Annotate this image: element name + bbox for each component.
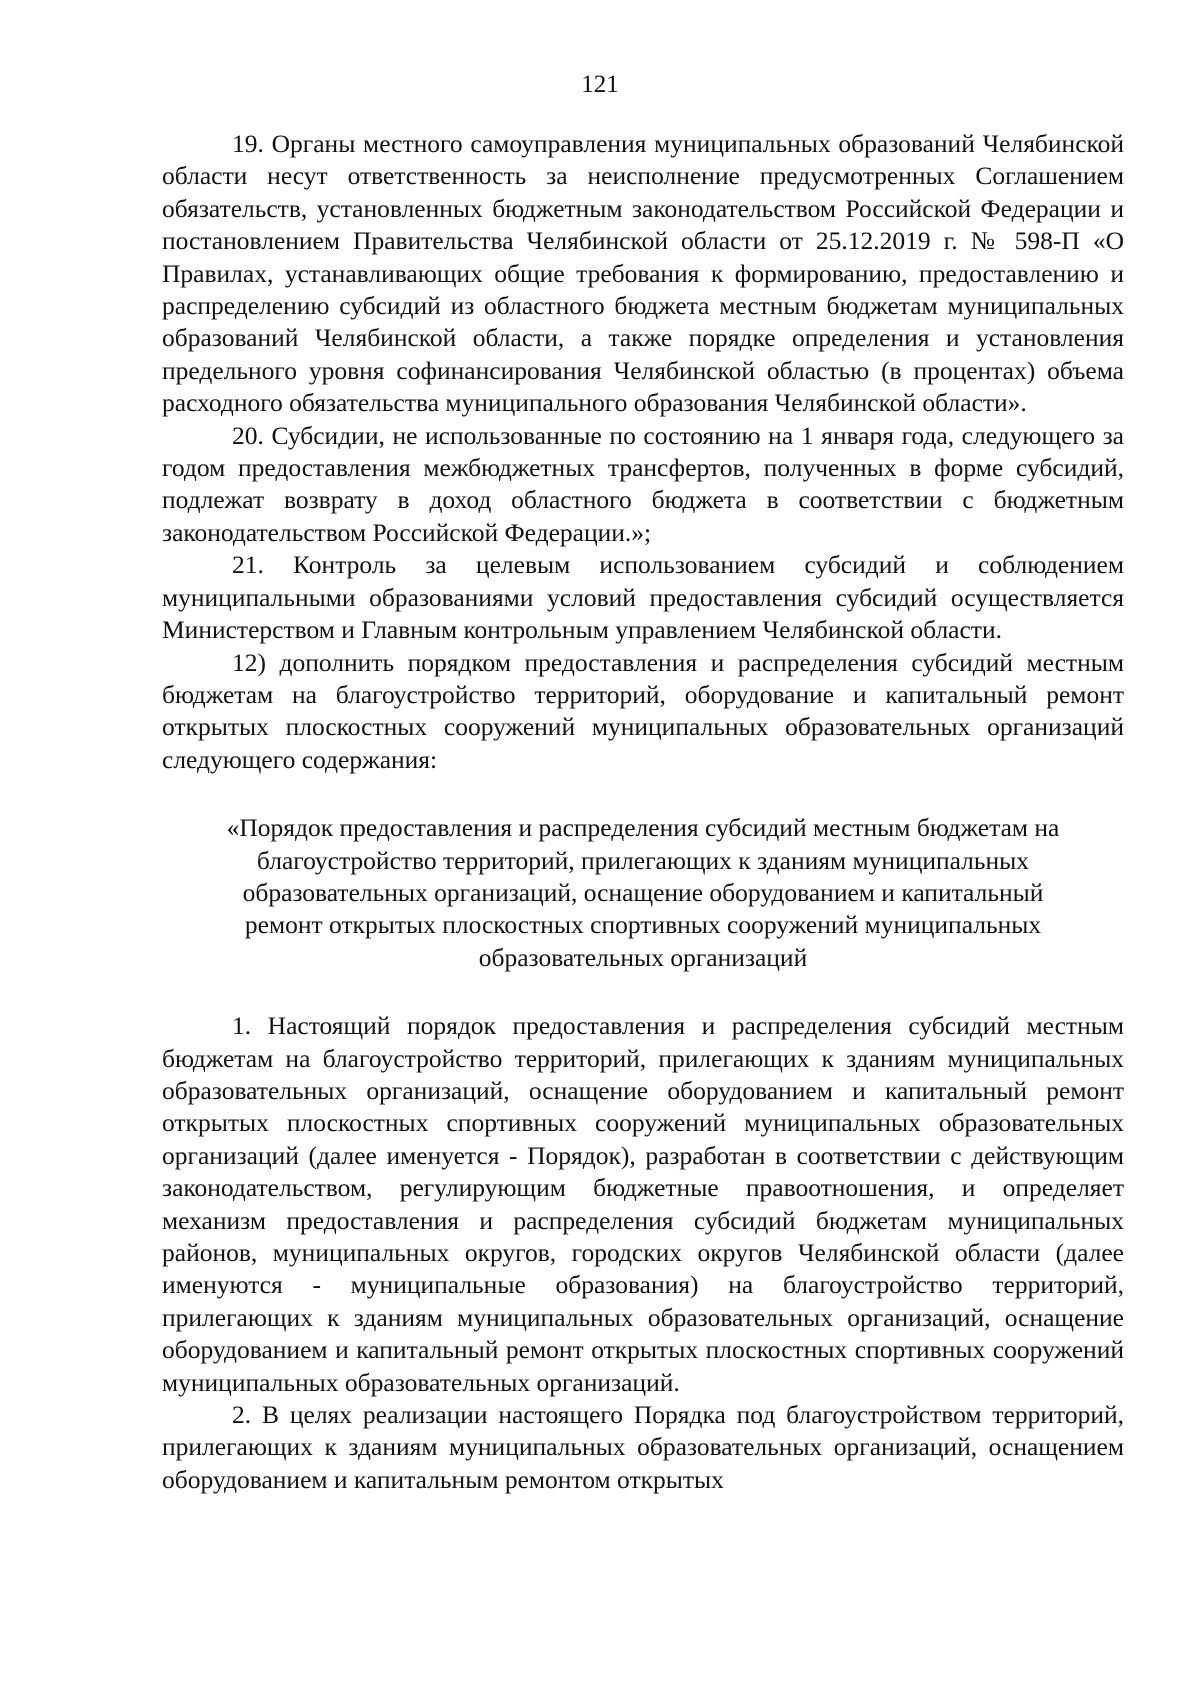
paragraph-20: 20. Субсидии, не использованные по состоянию на 1 января года, следующего за годом предоставления межбюджетных трансфертов, полученных в форме субсидий, подлежат возврату в доход областного бюджета в соответствии с бюджетным законодательством Российской Федерации.»;	[162, 420, 1124, 547]
heading-line: ремонт открытых плоскостных спортивных сооружений муниципальных	[244, 910, 1042, 940]
heading-line: образовательных организаций, оснащение оборудованием и капитальный	[242, 877, 1044, 907]
paragraph-21: 21. Контроль за целевым использованием субсидий и соблюдением муниципальными образованиями условий предоставления субсидий осуществляется Министерством и Главным контрольным управлением Челябинской области.	[162, 550, 1124, 645]
paragraph-2: 2. В целях реализации настоящего Порядка под благоустройством территорий, прилегающих к зданиям муниципальных образовательных организаций, оснащением оборудованием и капитальным ремонтом открытых	[162, 1400, 1124, 1494]
heading-line: образовательных организаций	[478, 942, 808, 972]
section-heading	[162, 812, 1124, 974]
document-body	[162, 128, 1124, 1496]
heading-line: «Порядок предоставления и распределения субсидий местным бюджетам на	[226, 813, 1060, 843]
heading-line: благоустройство территорий, прилегающих к зданиям муниципальных	[256, 845, 1030, 875]
paragraph-1: 1. Настоящий порядок предоставления и распределения субсидий местным бюджетам на благоустройство территорий, прилегающих к зданиям муниципальных образовательных организаций, оснащение оборудованием и капитальный ремонт открытых плоскостных спортивных сооружений муниципальных образовательных организаций (далее именуется - Порядок), разработан в соответствии с действующим законодательством, регулирующим бюджетные правоотношения, и определяет механизм предоставления и распределения субсидий бюджетам муниципальных районов, муниципальных округов, городских округов Челябинской области (далее именуются - муниципальные образования) на благоустройство территорий, прилегающих к зданиям муниципальных образовательных организаций, оснащение оборудованием и капитальный ремонт открытых плоскостных спортивных сооружений муниципальных образовательных организаций.	[162, 1011, 1124, 1397]
page-number: 121	[581, 71, 619, 98]
paragraph-12-amendment: 12) дополнить порядком предоставления и распределения субсидий местным бюджетам на благоустройство территорий, оборудование и капитальный ремонт открытых плоскостных сооружений муниципальных образовательных организаций следующего содержания:	[162, 647, 1124, 774]
paragraph-19: 19. Органы местного самоуправления муниципальных образований Челябинской области несут ответственность за неисполнение предусмотренных Соглашением обязательств, установленных бюджетным законодательством Российской Федерации и постановлением Правительства Челябинской области от 25.12.2019 г. № 598-П «О Правилах, устанавливающих общие требования к формированию, предоставлению и распределению субсидий из областного бюджета местным бюджетам муниципальных образований Челябинской области, а также порядке определения и установления предельного уровня софинансирования Челябинской областью (в процентах) объема расходного обязательства муниципального образования Челябинской области».	[162, 129, 1124, 418]
